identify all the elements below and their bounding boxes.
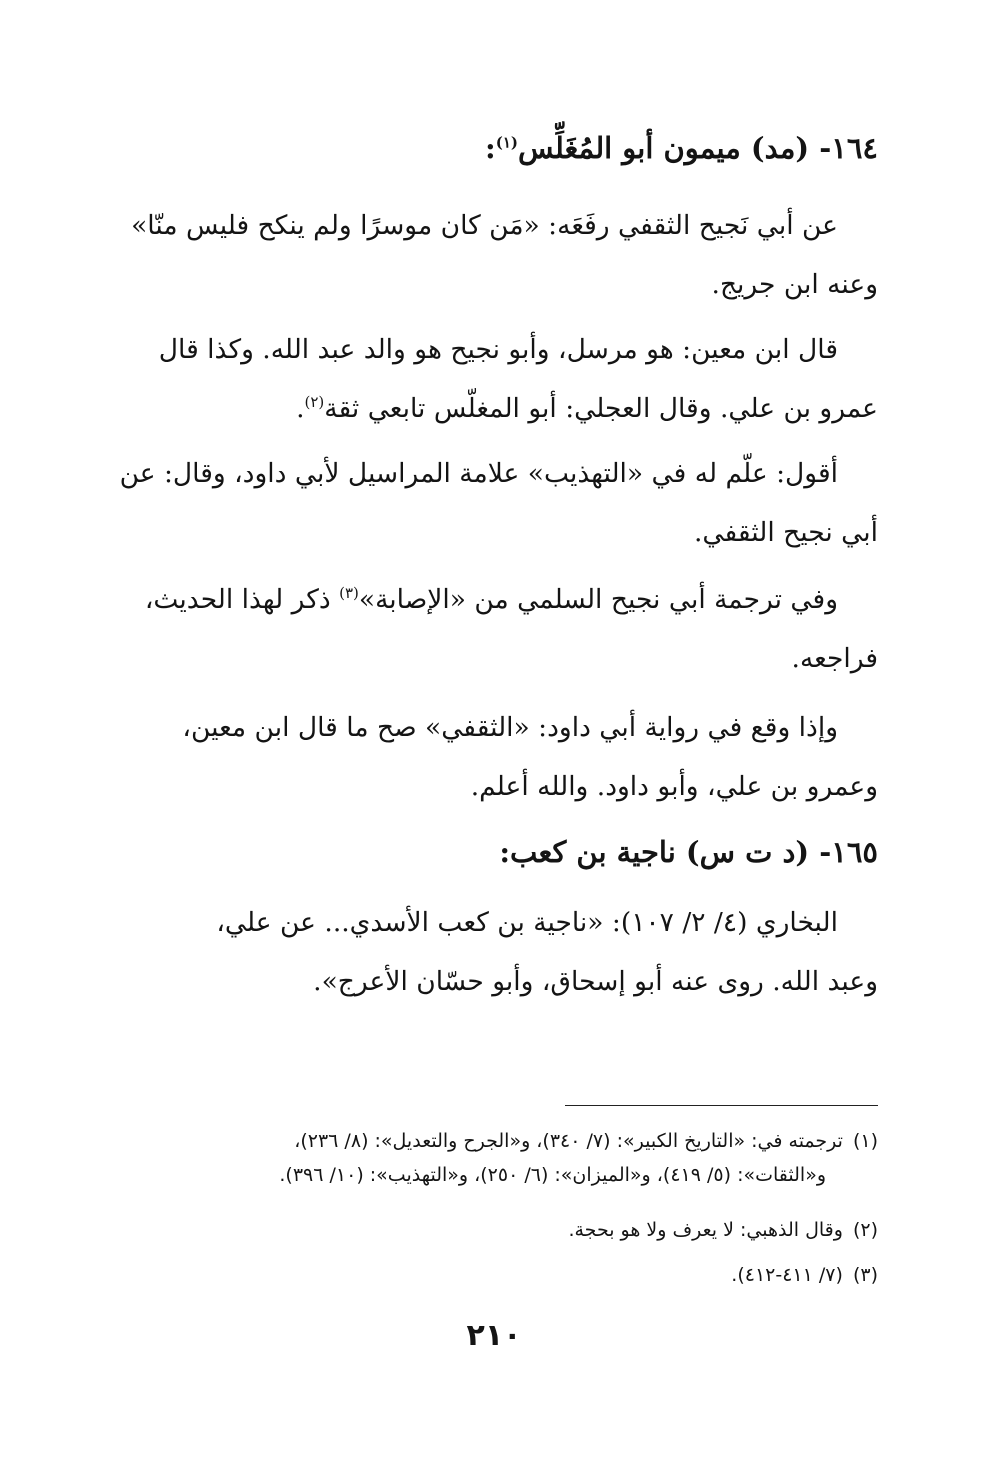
footnote-number: (٣) [852,1264,878,1286]
footnote-line [98,1258,878,1292]
paragraph-line: أقول: علّم له في «التهذيب» علامة المراسيل لأبي داود، وقال: عن [119,458,838,489]
footnote-2 [98,1213,878,1247]
entry-164-paragraph-4 [98,570,878,688]
paragraph-line [98,379,878,438]
footnote-ref-2[interactable]: (٢) [304,393,325,412]
page-number: ٢١٠ [466,1318,522,1353]
paragraph-line-text: عمرو بن علي. وقال العجلي: أبو المغلّس تابعي ثقة [324,393,878,424]
entry-164-paragraph-2 [98,320,878,438]
paragraph-line: قال ابن معين: هو مرسل، وأبو نجيح هو والد عبد الله. وكذا قال [158,334,838,365]
paragraph-line: وعنه ابن جريج. [711,269,878,300]
entry-164-heading-colon: : [484,131,496,165]
footnote-text: ترجمته في: «التاريخ الكبير»: (٧/ ٣٤٠)، و«الجرح والتعديل»: (٨/ ٢٣٦)، [294,1130,843,1152]
footnote-line [98,1124,878,1158]
footnote-text: (٧/ ٤١١-٤١٢). [731,1264,843,1286]
paragraph-line-period: . [296,393,305,424]
paragraph-line: وعبد الله. روى عنه أبو إسحاق، وأبو حسّان الأعرج». [313,966,878,997]
entry-164-heading-text: ١٦٤- (مد) ميمون أبو المُغَلِّس [517,131,878,165]
paragraph-line: البخاري (٤/ ٢/ ١٠٧): «ناجية بن كعب الأسدي... عن علي، [216,907,838,938]
paragraph-line: وعمرو بن علي، وأبو داود. والله أعلم. [470,771,878,802]
footnote-separator [565,1105,878,1106]
footnote-ref-3[interactable]: (٣) [339,584,359,603]
entry-164-paragraph-3 [98,444,878,562]
paragraph-line: عن أبي نَجيح الثقفي رفَعَه: «مَن كان موسرًا ولم ينكح فليس منّا» [131,210,838,241]
footnote-1 [98,1124,878,1192]
footnote-text: وقال الذهبي: لا يعرف ولا هو بحجة. [568,1219,843,1241]
paragraph-line [98,570,878,629]
paragraph-line-text: ذكر لهذا الحديث، [144,584,340,615]
entry-164-paragraph-5 [98,698,878,816]
entry-164-paragraph-1 [98,196,878,314]
footnote-line [98,1213,878,1247]
footnote-ref-1[interactable]: (١) [495,133,518,152]
footnote-number: (٢) [852,1219,878,1241]
paragraph-line-text: وفي ترجمة أبي نجيح السلمي من «الإصابة» [358,584,838,615]
paragraph-line: وإذا وقع في رواية أبي داود: «الثقفي» صح ما قال ابن معين، [182,712,838,743]
paragraph-line: فراجعه. [791,643,878,674]
footnote-line: و«الثقات»: (٥/ ٤١٩)، و«الميزان»: (٦/ ٢٥٠)، و«التهذيب»: (١٠/ ٣٩٦). [279,1164,826,1186]
entry-165-paragraph-1 [98,893,878,1011]
footnote-3 [98,1258,878,1292]
entry-164-heading [98,128,878,168]
paragraph-line: أبي نجيح الثقفي. [693,517,878,548]
entry-165-heading: ١٦٥- (د ت س) ناجية بن كعب: [499,835,878,869]
footnote-number: (١) [852,1130,878,1152]
